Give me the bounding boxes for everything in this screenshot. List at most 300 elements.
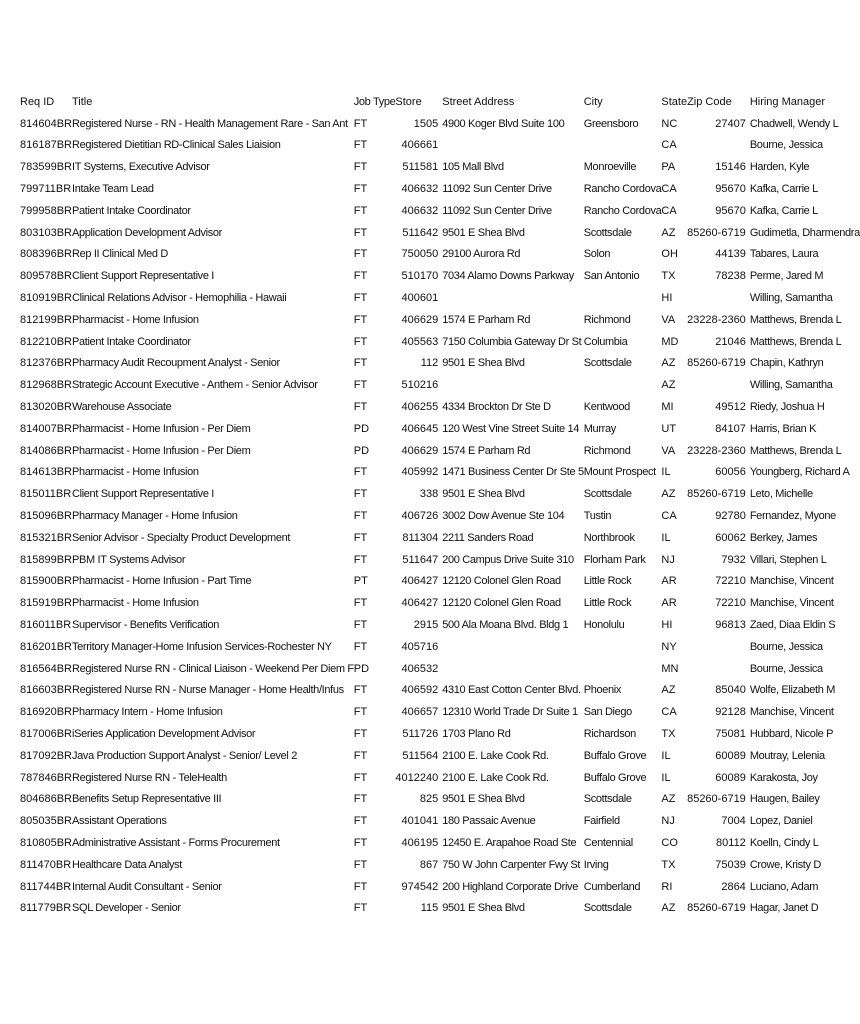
state-cell: CO bbox=[661, 836, 678, 849]
job-type-cell: PD bbox=[353, 444, 370, 457]
title-cell: Registered Nurse - RN - Health Management Rare - San Ant bbox=[72, 117, 348, 130]
table-row bbox=[20, 658, 860, 680]
req-id-cell: 812968BR bbox=[20, 379, 72, 392]
city-cell: Phoenix bbox=[583, 684, 622, 697]
state-cell: NC bbox=[661, 117, 678, 130]
title-cell: Pharmacist - Home Infusion - Per Diem bbox=[72, 422, 251, 435]
job-type-cell: FT bbox=[353, 204, 368, 217]
hiring-manager-cell: Chadwell, Wendy L bbox=[749, 117, 839, 130]
zip-code-cell bbox=[687, 287, 750, 309]
city-cell: Buffalo Grove bbox=[583, 749, 647, 762]
table-row bbox=[20, 353, 860, 375]
job-type-cell: FT bbox=[353, 161, 368, 174]
zip-code-cell: 75039 bbox=[715, 858, 746, 871]
title-cell: Pharmacist - Home Infusion - Part Time bbox=[72, 575, 252, 588]
store-cell: 825 bbox=[419, 793, 439, 806]
req-id-cell: 805035BR bbox=[20, 815, 72, 828]
street-address-cell: 1574 E Parham Rd bbox=[442, 313, 531, 326]
job-type-cell: FT bbox=[353, 117, 368, 130]
state-cell: MI bbox=[661, 401, 674, 414]
table-row bbox=[20, 701, 860, 723]
job-type-cell: FT bbox=[353, 292, 368, 305]
req-id-cell: 810805BR bbox=[20, 836, 72, 849]
table-row bbox=[20, 723, 860, 745]
zip-code-cell: 7932 bbox=[721, 553, 746, 566]
job-type-cell: FT bbox=[353, 357, 368, 370]
street-address-cell: 9501 E Shea Blvd bbox=[442, 902, 525, 915]
street-address-cell: 7034 Alamo Downs Parkway bbox=[442, 270, 574, 283]
zip-code-cell: 95670 bbox=[715, 204, 746, 217]
table-row bbox=[20, 374, 860, 396]
street-address-cell: 11092 Sun Center Drive bbox=[442, 183, 552, 196]
title-cell: Patient Intake Coordinator bbox=[72, 335, 191, 348]
state-cell: VA bbox=[661, 313, 676, 326]
job-type-cell: FT bbox=[353, 379, 368, 392]
hiring-manager-cell: Kafka, Carrie L bbox=[749, 204, 818, 217]
table-row bbox=[20, 614, 860, 636]
state-cell: IL bbox=[661, 531, 671, 544]
zip-code-cell: 60062 bbox=[715, 531, 746, 544]
store-cell: 406726 bbox=[401, 510, 439, 523]
title-cell: Registered Dietitian RD-Clinical Sales Liaision bbox=[72, 139, 281, 152]
state-cell: TX bbox=[661, 858, 676, 871]
store-cell: 811304 bbox=[402, 531, 439, 544]
zip-code-cell: 78238 bbox=[715, 270, 746, 283]
street-address-cell: 9501 E Shea Blvd bbox=[442, 357, 525, 370]
store-cell: 115 bbox=[420, 902, 439, 915]
title-cell: Clinical Relations Advisor - Hemophilia - Hawaii bbox=[72, 292, 287, 305]
store-cell: 974542 bbox=[401, 880, 439, 893]
table-row bbox=[20, 178, 860, 200]
job-type-cell: FT bbox=[353, 815, 368, 828]
req-id-cell: 811744BR bbox=[20, 880, 72, 893]
store-cell: 406255 bbox=[401, 401, 439, 414]
street-address-cell: 4900 Koger Blvd Suite 100 bbox=[442, 117, 565, 130]
state-cell: AR bbox=[661, 575, 677, 588]
store-cell: 112 bbox=[420, 357, 439, 370]
job-type-cell: FT bbox=[353, 313, 368, 326]
zip-code-cell bbox=[687, 374, 750, 396]
job-type-cell: FT bbox=[353, 902, 368, 915]
title-cell: Strategic Account Executive - Anthem - Senior Advisor bbox=[72, 379, 318, 392]
req-id-cell: 812199BR bbox=[20, 313, 72, 326]
req-id-cell: 815919BR bbox=[20, 597, 72, 610]
title-cell: Registered Nurse RN - Clinical Liaison - Weekend Per Diem F bbox=[72, 662, 354, 675]
hiring-manager-cell: Bourne, Jessica bbox=[749, 139, 823, 152]
req-id-cell: 816920BR bbox=[20, 706, 72, 719]
job-type-cell: FT bbox=[353, 706, 368, 719]
zip-code-cell: 15146 bbox=[715, 161, 746, 174]
state-cell: NY bbox=[661, 640, 677, 653]
city-cell bbox=[584, 135, 662, 157]
street-address-cell: 9501 E Shea Blvd bbox=[442, 488, 525, 501]
job-type-cell: FT bbox=[353, 183, 368, 196]
store-cell: 405716 bbox=[401, 640, 439, 653]
store-cell: 401041 bbox=[401, 815, 439, 828]
street-address-cell: 12310 World Trade Dr Suite 1 bbox=[442, 706, 578, 719]
street-address-cell: 9501 E Shea Blvd bbox=[442, 793, 525, 806]
table-row bbox=[20, 571, 860, 593]
title-cell: iSeries Application Development Advisor bbox=[72, 728, 256, 740]
job-type-cell: FT bbox=[353, 466, 368, 479]
title-cell: Registered Nurse RN - Nurse Manager - Home Health/Infus bbox=[72, 684, 344, 697]
job-type-cell: FT bbox=[353, 597, 368, 610]
title-cell: Internal Audit Consultant - Senior bbox=[72, 880, 222, 893]
store-cell: 511642 bbox=[402, 226, 439, 239]
hiring-manager-cell: Riedy, Joshua H bbox=[749, 401, 825, 414]
street-address-cell: 7150 Columbia Gateway Dr St bbox=[442, 335, 582, 348]
req-id-cell: 815321BR bbox=[20, 531, 72, 544]
store-cell: 406427 bbox=[401, 597, 439, 610]
city-cell: Mount Prospect bbox=[583, 466, 656, 479]
store-cell: 406629 bbox=[401, 444, 439, 457]
req-id-cell: 808396BR bbox=[20, 248, 72, 261]
table-row bbox=[20, 331, 860, 353]
street-address-cell: 105 Mall Blvd bbox=[442, 161, 504, 174]
state-cell: TX bbox=[661, 270, 676, 283]
title-cell: Administrative Assistant - Forms Procurement bbox=[72, 836, 280, 849]
zip-code-cell: 85260-6719 bbox=[687, 226, 746, 239]
hiring-manager-cell: Berkey, James bbox=[749, 531, 818, 544]
city-cell: Murray bbox=[583, 422, 616, 435]
hiring-manager-cell: Luciano, Adam bbox=[749, 880, 819, 893]
req-id-cell: 811470BR bbox=[20, 858, 72, 871]
zip-code-cell: 60089 bbox=[715, 771, 746, 784]
store-cell: 511647 bbox=[402, 553, 439, 566]
city-cell: San Antonio bbox=[583, 270, 640, 283]
state-cell: CA bbox=[661, 204, 677, 217]
street-address-cell bbox=[442, 374, 584, 396]
zip-code-cell: 85260-6719 bbox=[687, 793, 746, 806]
state-cell: VA bbox=[661, 444, 676, 457]
store-cell: 510170 bbox=[401, 270, 439, 283]
title-cell: Pharmacy Intern - Home Infusion bbox=[72, 706, 223, 719]
zip-code-cell: 23228-2360 bbox=[687, 444, 746, 457]
state-cell: IL bbox=[661, 749, 671, 762]
state-cell: PA bbox=[661, 161, 676, 174]
zip-code-cell: 84107 bbox=[715, 422, 746, 435]
job-type-cell: FT bbox=[353, 553, 368, 566]
hiring-manager-cell: Tabares, Laura bbox=[749, 248, 819, 261]
city-cell: Scottsdale bbox=[583, 793, 632, 806]
table-row bbox=[20, 832, 860, 854]
street-address-cell: 3002 Dow Avenue Ste 104 bbox=[442, 510, 565, 523]
table-row bbox=[20, 636, 860, 658]
city-cell: Scottsdale bbox=[583, 357, 632, 370]
job-type-cell: PD bbox=[353, 662, 370, 675]
zip-code-cell: 21046 bbox=[715, 335, 746, 348]
state-cell: OH bbox=[661, 248, 678, 261]
header-city: City bbox=[583, 95, 603, 108]
req-id-cell: 814086BR bbox=[20, 444, 72, 457]
job-type-cell: FT bbox=[353, 510, 368, 523]
zip-code-cell: 44139 bbox=[715, 248, 746, 261]
store-cell: 406427 bbox=[401, 575, 439, 588]
city-cell: Columbia bbox=[583, 335, 628, 348]
job-type-cell: FT bbox=[353, 488, 368, 501]
zip-code-cell: 60089 bbox=[715, 749, 746, 762]
table-row bbox=[20, 897, 860, 919]
store-cell: 406661 bbox=[401, 139, 439, 152]
zip-code-cell: 85260-6719 bbox=[687, 902, 746, 915]
street-address-cell: 11092 Sun Center Drive bbox=[442, 204, 552, 217]
title-cell: Pharmacist - Home Infusion - Per Diem bbox=[72, 444, 251, 457]
hiring-manager-cell: Hubbard, Nicole P bbox=[749, 728, 834, 740]
hiring-manager-cell: Moutray, Lelenia bbox=[749, 749, 825, 762]
req-id-cell: 817092BR bbox=[20, 749, 72, 762]
req-id-cell: 814604BR bbox=[20, 117, 72, 130]
job-type-cell: FT bbox=[353, 640, 368, 653]
req-id-cell: 816187BR bbox=[20, 139, 72, 152]
store-cell: 405992 bbox=[401, 466, 439, 479]
table-row bbox=[20, 287, 860, 309]
job-type-cell: FT bbox=[353, 771, 368, 784]
hiring-manager-cell: Harris, Brian K bbox=[749, 422, 817, 435]
req-id-cell: 814613BR bbox=[20, 466, 72, 479]
city-cell: Little Rock bbox=[583, 597, 632, 610]
zip-code-cell: 92128 bbox=[715, 706, 746, 719]
store-cell: 4012240 bbox=[395, 771, 439, 784]
job-type-cell: FT bbox=[353, 270, 368, 283]
header-job-type: Job Type bbox=[353, 95, 396, 108]
city-cell: Tustin bbox=[583, 510, 612, 523]
title-cell: Intake Team Lead bbox=[72, 183, 154, 196]
street-address-cell bbox=[442, 636, 584, 658]
zip-code-cell: 95670 bbox=[715, 183, 746, 196]
street-address-cell: 750 W John Carpenter Fwy St bbox=[442, 858, 581, 871]
title-cell: Territory Manager-Home Infusion Services-Rochester NY bbox=[72, 640, 332, 653]
req-id-cell: 799958BR bbox=[20, 204, 72, 217]
hiring-manager-cell: Crowe, Kristy D bbox=[749, 858, 821, 871]
city-cell: Little Rock bbox=[583, 575, 632, 588]
title-cell: Pharmacist - Home Infusion bbox=[72, 466, 199, 479]
table-row bbox=[20, 244, 860, 266]
table-row bbox=[20, 876, 860, 898]
job-type-cell: PD bbox=[353, 422, 370, 435]
city-cell: Fairfield bbox=[583, 815, 620, 828]
table-row bbox=[20, 200, 860, 222]
req-id-cell: 815900BR bbox=[20, 575, 72, 588]
title-cell: Pharmacist - Home Infusion bbox=[72, 313, 199, 326]
street-address-cell: 2100 E. Lake Cook Rd. bbox=[442, 771, 549, 784]
req-id-cell: 812376BR bbox=[20, 357, 72, 370]
state-cell: AZ bbox=[661, 379, 676, 392]
job-type-cell: FT bbox=[353, 836, 368, 849]
city-cell bbox=[584, 374, 662, 396]
job-type-cell: FT bbox=[353, 880, 368, 893]
hiring-manager-cell: Wolfe, Elizabeth M bbox=[749, 684, 836, 697]
city-cell bbox=[584, 287, 662, 309]
table-row bbox=[20, 527, 860, 549]
header-row bbox=[20, 91, 860, 113]
table-row bbox=[20, 113, 860, 135]
store-cell: 406629 bbox=[401, 313, 439, 326]
table-row bbox=[20, 767, 860, 789]
store-cell: 511581 bbox=[402, 161, 439, 174]
hiring-manager-cell: Manchise, Vincent bbox=[749, 575, 834, 588]
header-zip-code: Zip Code bbox=[687, 95, 732, 108]
zip-code-cell: 85040 bbox=[715, 684, 746, 697]
header-store: Store bbox=[395, 95, 422, 108]
city-cell: San Diego bbox=[583, 706, 632, 719]
table-row bbox=[20, 135, 860, 157]
table-row bbox=[20, 440, 860, 462]
table-row bbox=[20, 156, 860, 178]
title-cell: Assistant Operations bbox=[72, 815, 167, 828]
req-id-cell: 811779BR bbox=[20, 902, 72, 915]
job-type-cell: FT bbox=[353, 749, 368, 762]
req-id-cell: 816011BR bbox=[20, 619, 72, 632]
zip-code-cell: 72210 bbox=[715, 575, 746, 588]
city-cell: Richmond bbox=[583, 444, 631, 457]
table-row bbox=[20, 309, 860, 331]
zip-code-cell: 75081 bbox=[715, 728, 746, 740]
table-row bbox=[20, 592, 860, 614]
table-row bbox=[20, 505, 860, 527]
hiring-manager-cell: Harden, Kyle bbox=[749, 161, 810, 174]
req-id-cell: 810919BR bbox=[20, 292, 72, 305]
store-cell: 867 bbox=[419, 858, 439, 871]
store-cell: 406195 bbox=[401, 836, 439, 849]
table-row bbox=[20, 680, 860, 702]
req-id-cell: 813020BR bbox=[20, 401, 72, 414]
street-address-cell: 1574 E Parham Rd bbox=[442, 444, 531, 457]
title-cell: PBM IT Systems Advisor bbox=[72, 553, 186, 566]
store-cell: 406632 bbox=[401, 204, 439, 217]
header-hiring-manager: Hiring Manager bbox=[749, 95, 826, 108]
street-address-cell: 12120 Colonel Glen Road bbox=[442, 575, 561, 588]
zip-code-cell: 2864 bbox=[721, 880, 746, 893]
hiring-manager-cell: Koelln, Cindy L bbox=[749, 836, 819, 849]
req-id-cell: 815899BR bbox=[20, 553, 72, 566]
city-cell: Rancho Cordova bbox=[583, 204, 662, 217]
req-id-cell: 804686BR bbox=[20, 793, 72, 806]
zip-code-cell: 72210 bbox=[715, 597, 746, 610]
store-cell: 400601 bbox=[401, 292, 439, 305]
store-cell: 406592 bbox=[401, 684, 439, 697]
req-id-cell: 799711BR bbox=[20, 183, 72, 196]
hiring-manager-cell: Chapin, Kathryn bbox=[749, 357, 824, 370]
job-type-cell: FT bbox=[353, 728, 368, 740]
req-id-cell: 809578BR bbox=[20, 270, 72, 283]
job-type-cell: PT bbox=[353, 575, 368, 588]
street-address-cell: 200 Highland Corporate Drive bbox=[442, 880, 578, 893]
hiring-manager-cell: Kafka, Carrie L bbox=[749, 183, 818, 196]
job-requisitions-table bbox=[20, 91, 860, 919]
city-cell: Cumberland bbox=[583, 880, 641, 893]
table-body bbox=[20, 113, 860, 919]
hiring-manager-cell: Karakosta, Joy bbox=[749, 771, 818, 784]
state-cell: CA bbox=[661, 510, 677, 523]
state-cell: MD bbox=[661, 335, 679, 348]
city-cell: Solon bbox=[583, 248, 611, 261]
job-type-cell: FT bbox=[353, 793, 368, 806]
table-row bbox=[20, 854, 860, 876]
job-type-cell: FT bbox=[353, 401, 368, 414]
hiring-manager-cell: Matthews, Brenda L bbox=[749, 444, 842, 457]
state-cell: NJ bbox=[661, 815, 675, 828]
state-cell: CA bbox=[661, 183, 677, 196]
req-id-cell: 815011BR bbox=[20, 488, 72, 501]
hiring-manager-cell: Hagar, Janet D bbox=[749, 902, 819, 915]
hiring-manager-cell: Bourne, Jessica bbox=[749, 662, 823, 675]
state-cell: RI bbox=[661, 880, 673, 893]
table-row bbox=[20, 265, 860, 287]
hiring-manager-cell: Leto, Michelle bbox=[749, 488, 813, 501]
hiring-manager-cell: Haugen, Bailey bbox=[749, 793, 820, 806]
table-row bbox=[20, 483, 860, 505]
city-cell: Scottsdale bbox=[583, 488, 632, 501]
job-type-cell: FT bbox=[353, 858, 368, 871]
title-cell: Healthcare Data Analyst bbox=[72, 858, 182, 871]
street-address-cell bbox=[442, 287, 584, 309]
zip-code-cell bbox=[687, 636, 750, 658]
hiring-manager-cell: Bourne, Jessica bbox=[749, 640, 823, 653]
city-cell: Richmond bbox=[583, 313, 631, 326]
table-row bbox=[20, 810, 860, 832]
job-type-cell: FT bbox=[353, 226, 368, 239]
zip-code-cell: 49512 bbox=[715, 401, 746, 414]
zip-code-cell: 96813 bbox=[715, 619, 746, 632]
title-cell: Senior Advisor - Specialty Product Development bbox=[72, 531, 291, 544]
street-address-cell: 4310 East Cotton Center Blvd. bbox=[442, 684, 581, 697]
hiring-manager-cell: Zaed, Diaa Eldin S bbox=[749, 619, 836, 632]
title-cell: Pharmacist - Home Infusion bbox=[72, 597, 199, 610]
city-cell: Kentwood bbox=[583, 401, 630, 414]
header-req-id: Req ID bbox=[20, 95, 55, 108]
store-cell: 1505 bbox=[413, 117, 439, 130]
hiring-manager-cell: Youngberg, Richard A bbox=[749, 466, 850, 479]
req-id-cell: 814007BR bbox=[20, 422, 72, 435]
hiring-manager-cell: Lopez, Daniel bbox=[749, 815, 813, 828]
zip-code-cell: 60056 bbox=[715, 466, 746, 479]
title-cell: Benefits Setup Representative III bbox=[72, 793, 222, 806]
state-cell: NJ bbox=[661, 553, 675, 566]
store-cell: 406532 bbox=[401, 662, 439, 675]
hiring-manager-cell: Gudimetla, Dharmendra bbox=[749, 226, 860, 239]
hiring-manager-cell: Manchise, Vincent bbox=[749, 597, 834, 610]
store-cell: 511564 bbox=[402, 749, 439, 762]
table-row bbox=[20, 549, 860, 571]
zip-code-cell: 23228-2360 bbox=[687, 313, 746, 326]
job-type-cell: FT bbox=[353, 139, 368, 152]
city-cell: Richardson bbox=[583, 728, 636, 740]
state-cell: AZ bbox=[661, 684, 676, 697]
zip-code-cell: 7004 bbox=[721, 815, 746, 828]
hiring-manager-cell: Matthews, Brenda L bbox=[749, 313, 842, 326]
table-row bbox=[20, 222, 860, 244]
city-cell: Monroeville bbox=[583, 161, 637, 174]
state-cell: IL bbox=[661, 466, 671, 479]
title-cell: Application Development Advisor bbox=[72, 226, 222, 239]
street-address-cell: 120 West Vine Street Suite 14 bbox=[442, 422, 580, 435]
job-type-cell: FT bbox=[353, 531, 368, 544]
store-cell: 511726 bbox=[402, 728, 439, 740]
street-address-cell bbox=[442, 658, 584, 680]
job-type-cell: FT bbox=[353, 335, 368, 348]
req-id-cell: 803103BR bbox=[20, 226, 72, 239]
street-address-cell: 2211 Sanders Road bbox=[442, 531, 534, 544]
state-cell: UT bbox=[661, 422, 677, 435]
title-cell: Pharmacy Audit Recoupment Analyst - Senior bbox=[72, 357, 280, 370]
zip-code-cell bbox=[687, 658, 750, 680]
req-id-cell: 816603BR bbox=[20, 684, 72, 697]
store-cell: 405563 bbox=[401, 335, 439, 348]
city-cell: Honolulu bbox=[583, 619, 625, 632]
state-cell: HI bbox=[661, 619, 673, 632]
hiring-manager-cell: Fernandez, Myone bbox=[749, 510, 836, 523]
city-cell: Centennial bbox=[583, 836, 633, 849]
